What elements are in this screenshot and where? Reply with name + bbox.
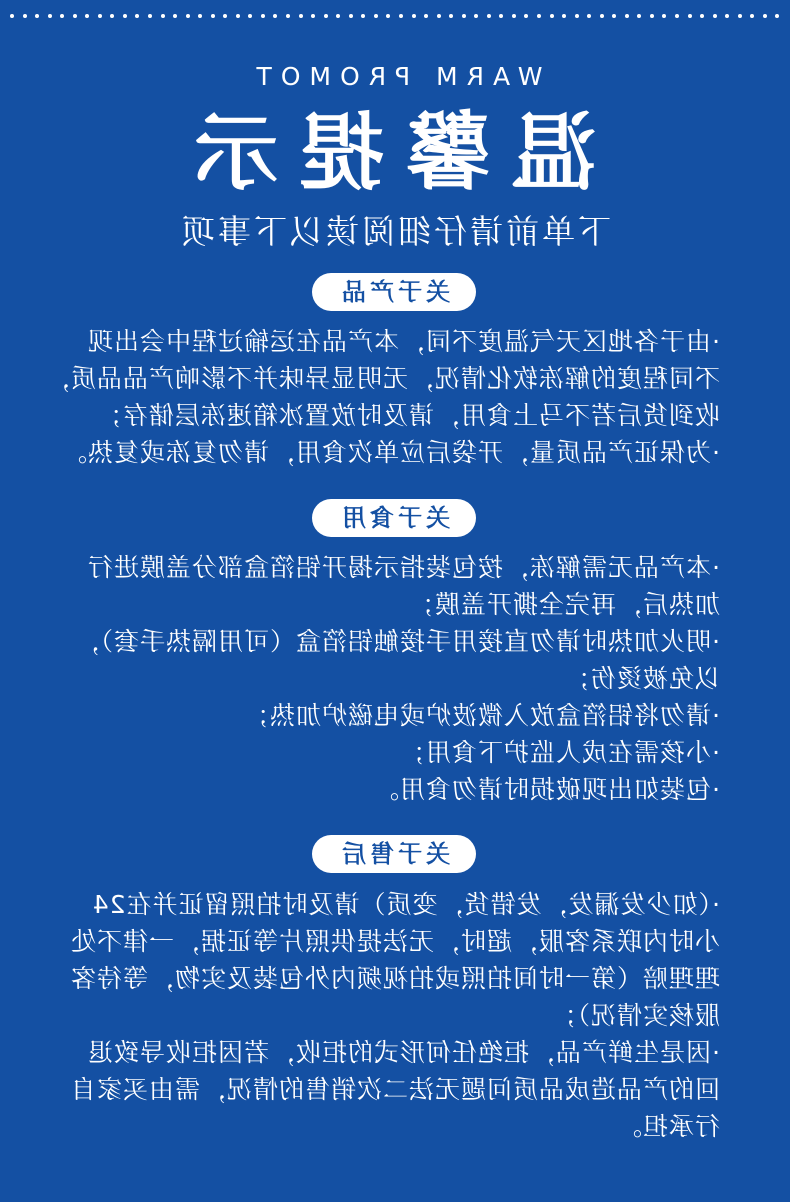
text-line: ·小孩需在成人监护下食用； <box>399 738 720 767</box>
text-line: ·请勿将铝箔盒放入微波炉或电磁炉加热； <box>243 701 720 730</box>
text-line: ·明火加热时请勿直接用手接触铝箔盒（可用隔热手套）， <box>73 627 720 656</box>
section-label-eating: 关于食用 <box>312 499 476 537</box>
text-line: ·包装如出现破损时请勿食用。 <box>373 775 720 804</box>
text-line: ·本产品无需解冻，按包装指示揭开铝箔盒部分盖膜进行 <box>87 553 720 582</box>
text-line: 小时内联系客服，超时，无法提供照片等证据，一律不处 <box>69 927 720 956</box>
page-title: 温馨提示 <box>172 104 597 202</box>
tagline: 下单前请仔细阅读以下事项 <box>179 212 611 251</box>
text-line: ·为保证产品质量，开袋后应单次食用，请勿复冻或复热。 <box>61 438 720 467</box>
section-text-product <box>43 323 720 471</box>
section-text-eating <box>64 549 720 808</box>
text-line: ·（如少发漏发，发错货，变质）请及时拍照留证并在24 <box>91 890 720 919</box>
section-label-product: 关于产品 <box>312 273 476 311</box>
text-line: ·因是生鲜产品，拒绝任何形式的拒收，若因拒收导致退 <box>87 1038 720 1067</box>
text-line: 服核实情况）； <box>550 1001 720 1030</box>
text-line: 加热后，再完全撕开盖膜； <box>407 590 720 619</box>
text-line: 回的产品造成品质问题无法二次销售的情况，需由买家自 <box>69 1075 720 1104</box>
section-label-aftersales: 关于售后 <box>312 835 476 873</box>
text-line: 以免被烫伤； <box>563 664 720 693</box>
text-line: 行承担。 <box>615 1112 720 1141</box>
text-line: 理理赔（第一时间拍照或拍视频内外包装及实物，等待客 <box>69 964 720 993</box>
section-text-aftersales <box>64 886 720 1145</box>
english-subtitle: WARM PROMOT <box>247 62 543 91</box>
text-line: 收到货后若不马上食用，请及时放置冰箱速冻层储存； <box>95 401 720 430</box>
text-line: 不同程度的解冻软化情况，无明显异味并不影响产品品质， <box>43 364 720 393</box>
text-line: ·由于各地区天气温度不同，本产品在运输过程中会出现 <box>87 327 720 356</box>
